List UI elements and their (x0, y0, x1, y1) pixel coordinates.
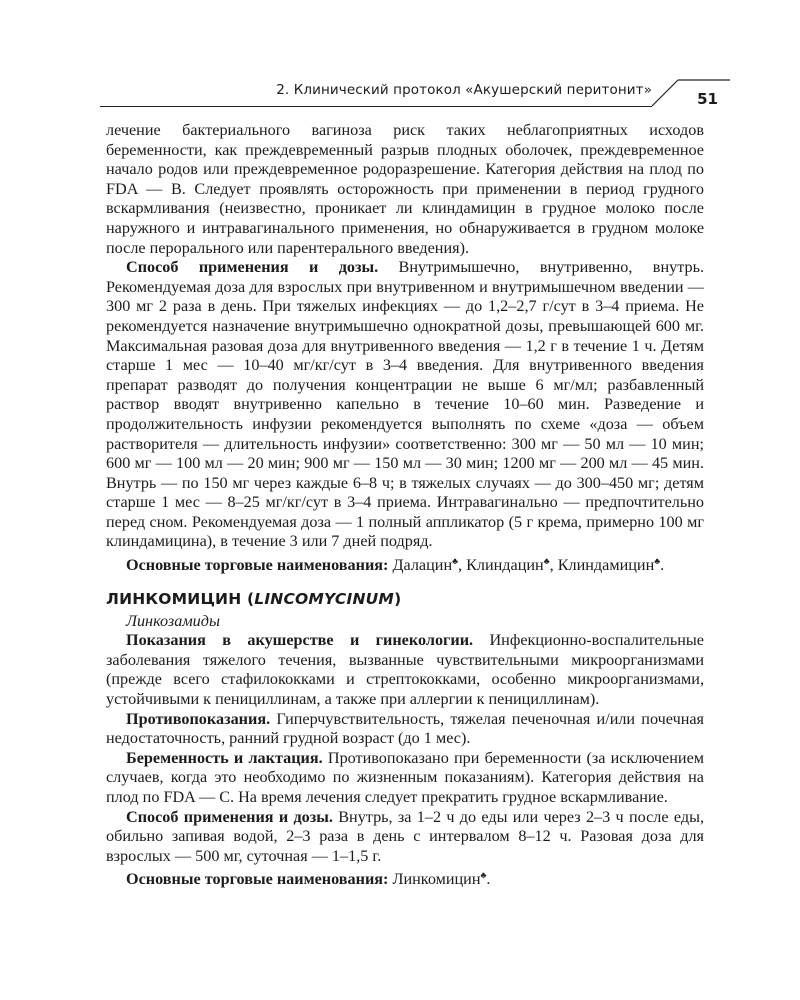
club-mark-icon: ♣ (480, 870, 487, 881)
dosage-label: Способ применения и дозы. (126, 258, 379, 277)
club-mark-icon: ♣ (543, 556, 550, 567)
running-head (100, 76, 730, 116)
trade-names-label: Основные торговые наименования: (126, 556, 389, 575)
heading-name: ЛИНКОМИЦИН ( (106, 589, 255, 608)
trade-names-end: . (660, 556, 665, 575)
page-body (106, 121, 704, 890)
lincomycin-trade-label: Основные торговые наименования: (126, 870, 389, 889)
pregnancy-text: Противопоказано при беременности (за исключением случаев, когда это необходимо по жизненным показаниям). Категория действия на плод по FDA — C. На время лечения следует прекратить грудное вскармливание. (106, 748, 704, 806)
trade-name-klindamycin: , Клиндамицин (549, 556, 655, 575)
lincomycin-trade-end: . (486, 870, 491, 889)
heading-latin: LINCOMYCINUM (254, 589, 395, 608)
indications-label: Показания в акушерстве и гинекологии. (126, 631, 474, 650)
lincomycin-trade-names (106, 866, 704, 890)
clindamycin-pregnancy-paragraph: лечение бактериального вагиноза риск таких неблагоприятных исходов беременности, как преждевременный разрыв плодных оболочек, преждевременное начало родов или преждевременное родоразрешение. Категория действия на плод по FDA — B. Следует проявлять осторожность при применении в период грудного вскармливания (неизвестно, проникает ли клиндамицин в грудное молоко после наружного и интравагинального применения, но обнаруживается в грудном молоке после перорального или парентерального введения). (106, 121, 704, 257)
lincomycin-dosage-text: Внутрь, за 1–2 ч до еды или через 2–3 ч после еды, обильно запивая водой, 2–3 раза в день с интервалом 8–12 ч. Разовая доза для взрослых — 500 мг, суточная — 1–1,5 г. (106, 807, 704, 865)
indications-text: Инфекционно-воспалительные заболевания тяжелого течения, вызванные чувствительными микроорганизмами (прежде всего стафилококками и стрептококками, особенно микроорганизмами, устойчивыми к пенициллинам, а также при аллергии к пенициллинам). (106, 631, 704, 709)
contraindications-label: Противопоказания. (126, 709, 271, 728)
lincomycin-contraindications (106, 710, 704, 749)
trade-name-dalacin: Далацин (388, 556, 453, 575)
clindamycin-dosage-paragraph (106, 258, 704, 552)
trade-name-lincomycin: Линкомицин (388, 870, 481, 889)
header-rule-slant (100, 76, 730, 116)
dosage-text: Внутримышечно, внутривенно, внутрь. Рекомендуемая доза для взрослых при внутривенном и внутримышечном введении — 300 мг 2 раза в день. При тяжелых инфекциях — до 1,2–2,7 г/сут в 3–4 приема. Не рекомендуется назначение внутримышечно однократной дозы, превышающей 600 мг. Максимальная разовая доза для внутривенного введения — 1,2 г в течение 1 ч. Детям старше 1 мес — 10–40 мг/кг/сут в 3–4 введения. Для внутривенного введения препарат разводят до получения концентрации не выше 6 мг/мл; разбавленный раствор вводят внутривенно капельно в течение 10–60 мин. Разведение и продолжительность инфузии рекомендуется выполнять по схеме «доза — объем растворителя — длительность инфузии» соответственно: 300 мг — 50 мл — 10 мин; 600 мг — 100 мл — 20 мин; 900 мг — 150 мл — 30 мин; 1200 мг — 200 мл — 45 мин. Внутрь — по 150 мг через каждые 6–8 ч; в тяжелых случаях — до 300–450 мг; детям старше 1 мес — 8–25 мг/кг/сут в 3–4 приема. Интравагинально — предпочтительно перед сном. Рекомендуемая доза — 1 полный аппликатор (5 г крема, примерно 100 мг клиндамицина), в течение 3 или 7 дней подряд. (106, 258, 705, 551)
lincomycin-heading (106, 588, 704, 610)
club-mark-icon: ♣ (654, 556, 661, 567)
lincomycin-indications (106, 631, 704, 709)
pregnancy-label: Беременность и лактация. (126, 748, 323, 767)
running-title: 2. Клинический протокол «Акушерский перитонит» (276, 82, 652, 98)
lincomycin-pregnancy (106, 749, 704, 808)
club-mark-icon: ♣ (452, 556, 459, 567)
contraindications-text: Гиперчувствительность, тяжелая печеночная и/или почечная недостаточность, ранний грудной возраст (до 1 мес). (106, 709, 704, 748)
trade-name-klindacin: , Клиндацин (458, 556, 544, 575)
lincomycin-dosage (106, 808, 704, 867)
lincomycin-dosage-label: Способ применения и дозы. (126, 807, 333, 826)
clindamycin-trade-names (106, 552, 704, 576)
page-number: 51 (697, 90, 718, 108)
drug-group-label: Линкозамиды (126, 611, 220, 630)
heading-close: ) (394, 589, 402, 608)
